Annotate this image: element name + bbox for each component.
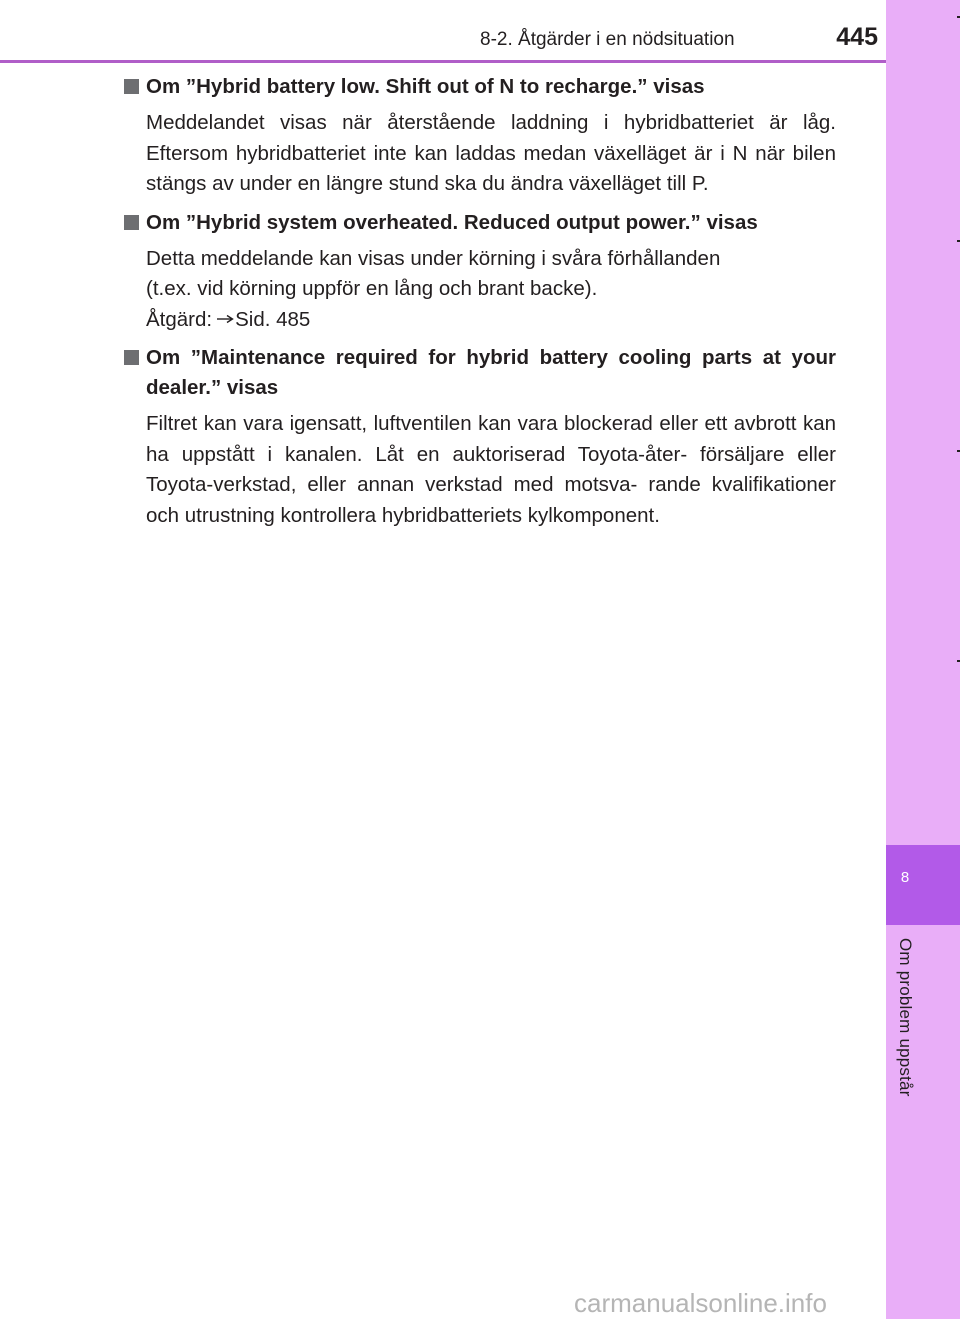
body-line: (t.ex. vid körning uppför en lång och brant backe). [146,277,598,300]
square-bullet-icon [124,215,139,230]
header-rule [0,60,886,63]
section-hybrid-battery-low [120,72,836,200]
page-reference-link[interactable]: Sid. 485 [235,307,311,331]
section-heading: Om ”Hybrid system overheated. Reduced output power.” visas [146,210,758,234]
section-title: 8-2. Åtgärder i en nödsituation [480,29,735,50]
section-body [146,244,836,336]
main-content [120,72,836,539]
page-number: 445 [836,23,878,51]
section-body: Filtret kan vara igensatt, luftventilen kan vara blockerad eller ett avbrott kan ha uppstått i kanalen. Låt en auktoriserad Toyota-åter- försäljare eller Toyota-verkstad, eller annan verkstad med motsva- rande kvalifikationer och utrustning kontrollera hybridbatteriets kylkomponent. [146,412,836,527]
action-label: Åtgärd: [146,307,213,331]
body-line: Detta meddelande kan visas under körning i svåra förhållanden [146,246,721,270]
section-heading: Om ”Maintenance required for hybrid battery cooling parts at your dealer.” visas [146,346,836,399]
section-maintenance-required [120,343,836,531]
section-hybrid-overheated [120,208,836,336]
chapter-label: Om problem uppstår [896,938,915,1097]
section-body: Meddelandet visas när återstående laddning i hybridbatteriet är låg. Eftersom hybridbatteriet inte kan laddas medan växelläget är i N när bilen stängs av under en längre stund ska du ändra växelläget till P. [146,111,836,195]
chapter-number: 8 [900,869,910,886]
square-bullet-icon [124,350,139,365]
square-bullet-icon [124,79,139,94]
arrow-right-icon [216,314,234,324]
side-tab [886,0,960,1319]
watermark: carmanualsonline.info [574,1288,827,1318]
section-heading: Om ”Hybrid battery low. Shift out of N to recharge.” visas [146,75,705,98]
